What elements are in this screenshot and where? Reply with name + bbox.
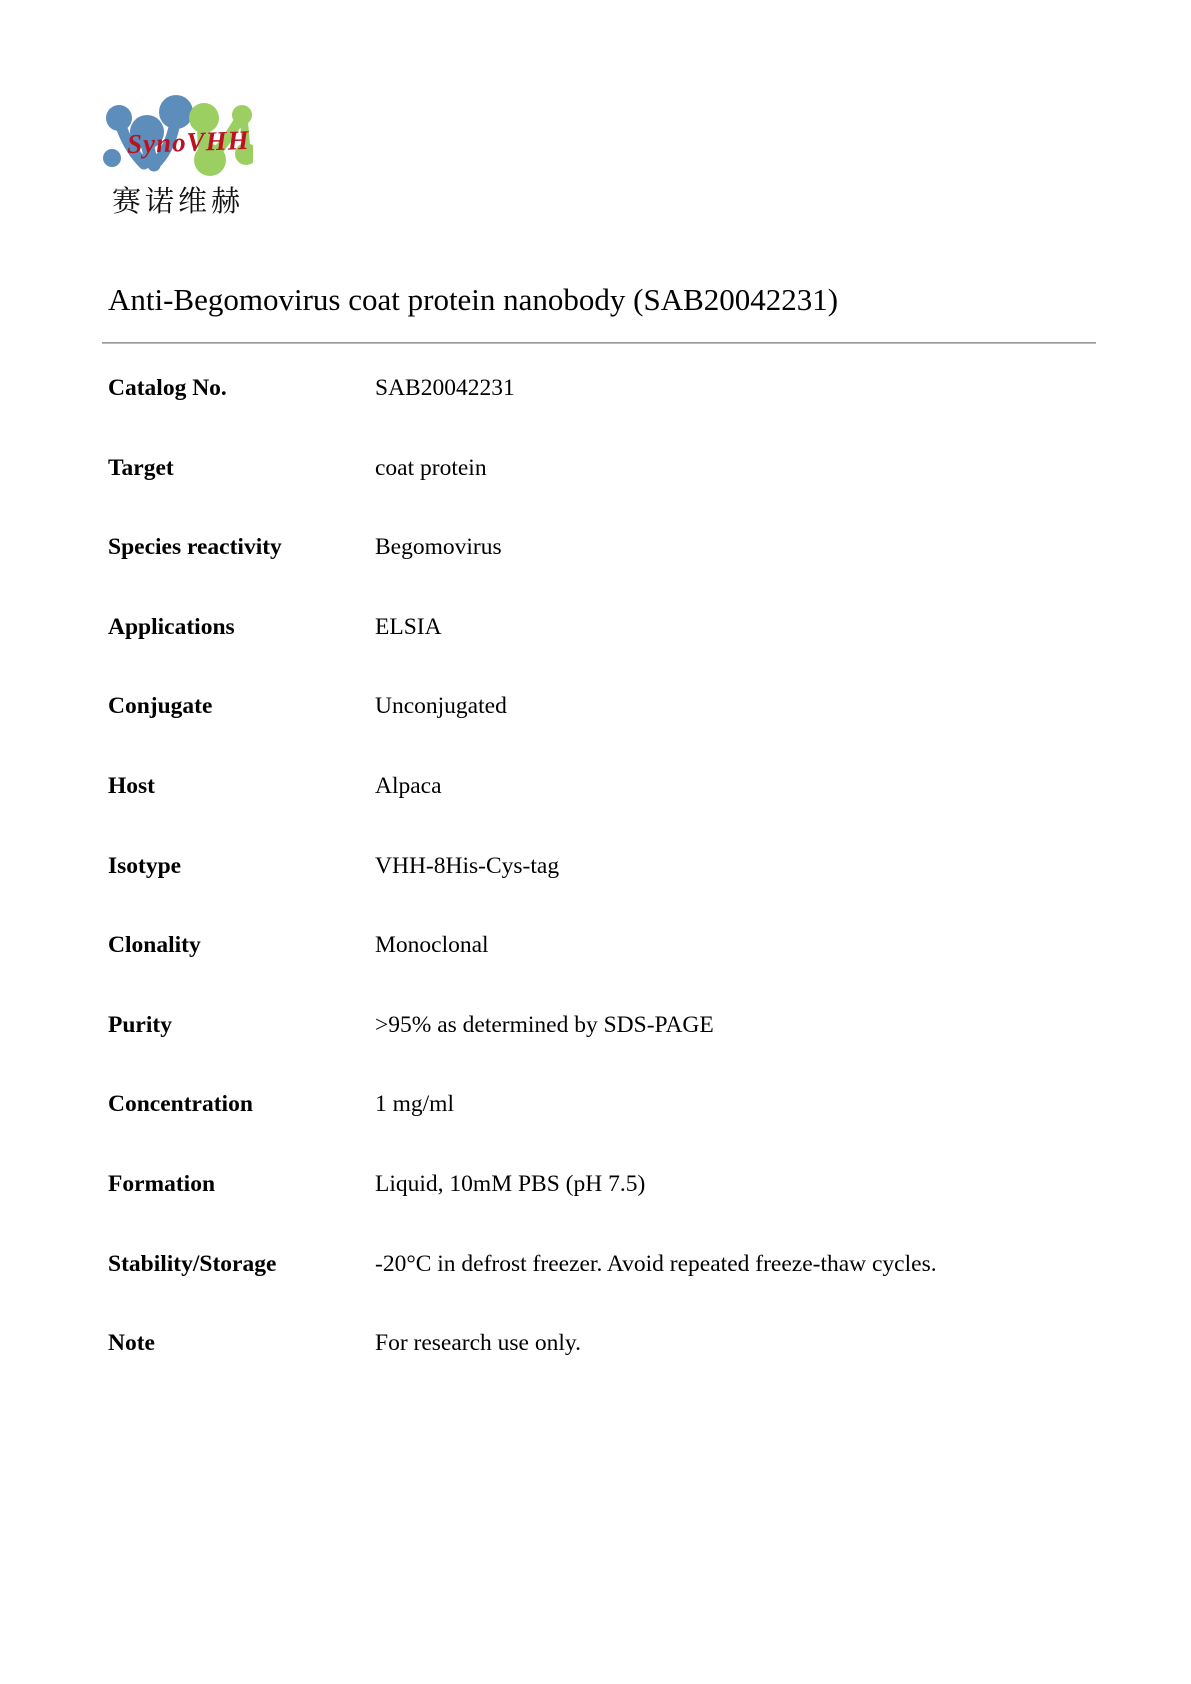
company-name-chinese: 赛诺维赫 bbox=[112, 184, 245, 218]
page-title: Anti-Begomovirus coat protein nanobody (SAB20042231) bbox=[108, 282, 839, 317]
spec-label: Catalog No. bbox=[108, 375, 227, 401]
title-divider bbox=[102, 342, 1096, 344]
brand-text: SynoVHH bbox=[126, 124, 251, 160]
spec-row bbox=[108, 612, 1098, 692]
spec-value: >95% as determined by SDS-PAGE bbox=[375, 1011, 714, 1038]
spec-row bbox=[108, 771, 1098, 851]
spec-value: Alpaca bbox=[375, 772, 442, 799]
spec-row bbox=[108, 1010, 1098, 1090]
spec-label: Purity bbox=[108, 1011, 172, 1038]
spec-value: Unconjugated bbox=[375, 693, 507, 720]
spec-label: Species reactivity bbox=[108, 534, 282, 561]
spec-value: coat protein bbox=[375, 454, 487, 481]
spec-row bbox=[108, 453, 1098, 533]
spec-table bbox=[108, 373, 1098, 1408]
spec-label: Note bbox=[108, 1330, 155, 1357]
spec-value: 1 mg/ml bbox=[375, 1091, 454, 1118]
spec-row bbox=[108, 1328, 1098, 1408]
spec-row bbox=[108, 1249, 1098, 1329]
spec-label: Formation bbox=[108, 1170, 216, 1197]
spec-row bbox=[108, 851, 1098, 931]
spec-row bbox=[108, 1089, 1098, 1169]
spec-row bbox=[108, 930, 1098, 1010]
spec-label: Clonality bbox=[108, 932, 201, 959]
spec-value: VHH-8His-Cys-tag bbox=[375, 852, 560, 879]
spec-value: Monoclonal bbox=[375, 932, 489, 959]
spec-value: For research use only. bbox=[375, 1330, 581, 1357]
spec-label: Host bbox=[108, 772, 155, 799]
spec-label: Target bbox=[108, 454, 174, 481]
spec-label: Isotype bbox=[108, 852, 182, 879]
spec-label: Conjugate bbox=[108, 693, 213, 720]
spec-value: ELSIA bbox=[375, 613, 442, 640]
spec-row bbox=[108, 1169, 1098, 1249]
spec-row bbox=[108, 691, 1098, 771]
spec-label: Stability/Storage bbox=[108, 1250, 277, 1277]
spec-row bbox=[108, 373, 1098, 453]
spec-value: -20°C in defrost freezer. Avoid repeated freeze-thaw cycles. bbox=[375, 1250, 937, 1277]
spec-row bbox=[108, 532, 1098, 612]
spec-label: Applications bbox=[108, 613, 235, 640]
spec-value: Begomovirus bbox=[375, 534, 502, 561]
spec-label: Concentration bbox=[108, 1091, 253, 1118]
spec-value: Liquid, 10mM PBS (pH 7.5) bbox=[375, 1170, 646, 1197]
spec-value: SAB20042231 bbox=[375, 375, 515, 401]
